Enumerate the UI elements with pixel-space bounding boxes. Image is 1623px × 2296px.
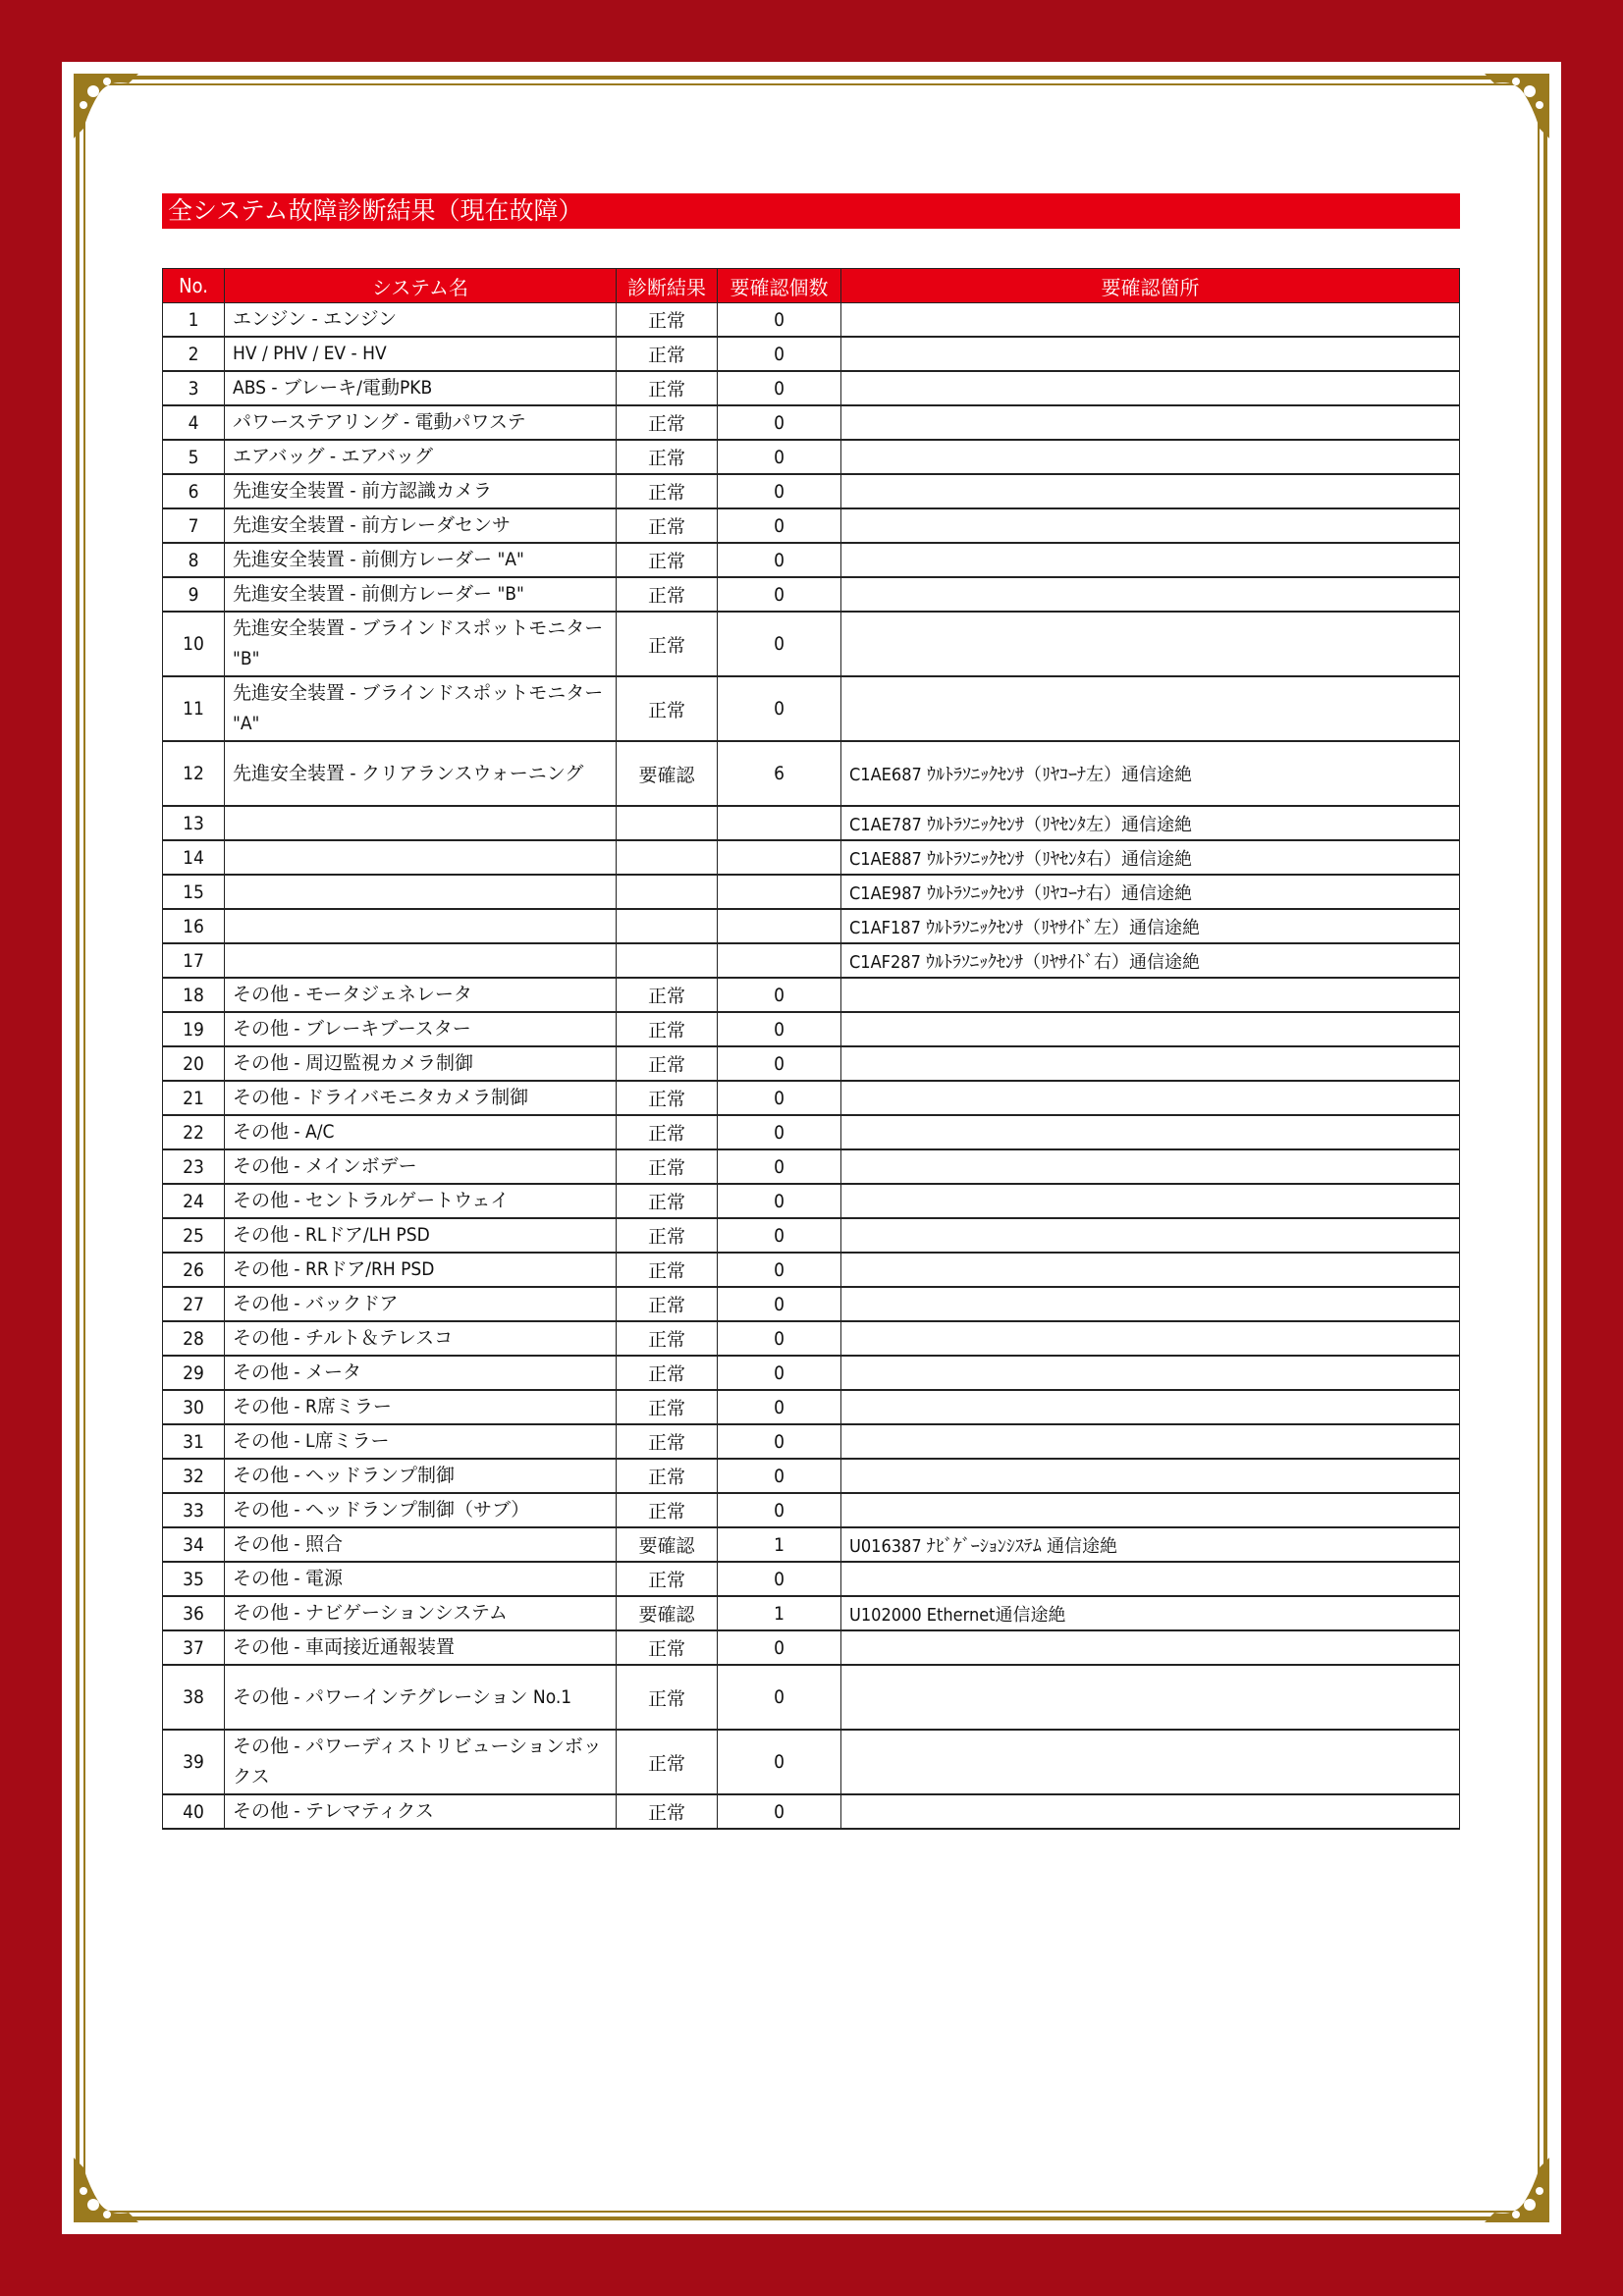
diagnosis-result (617, 875, 718, 909)
check-count: 0 (718, 440, 841, 474)
check-location (841, 978, 1460, 1012)
check-location (841, 612, 1460, 676)
table-row (163, 1046, 1460, 1081)
row-number: 31 (163, 1424, 225, 1459)
table-row (163, 337, 1460, 371)
ornament-corner-icon (70, 2148, 148, 2226)
table-row (163, 1596, 1460, 1630)
system-name: その他 - ドライバモニタカメラ制御 (225, 1081, 617, 1115)
row-number: 13 (163, 806, 225, 840)
row-number: 40 (163, 1794, 225, 1829)
system-name: その他 - ナビゲーションシステム (225, 1596, 617, 1630)
header-count: 要確認個数 (718, 269, 841, 303)
system-name: 先進安全装置 - 前方レーダセンサ (225, 508, 617, 543)
check-count: 0 (718, 978, 841, 1012)
check-count: 0 (718, 1287, 841, 1321)
check-count: 0 (718, 1081, 841, 1115)
check-location (841, 1562, 1460, 1596)
table-row (163, 405, 1460, 440)
diagnosis-result: 正常 (617, 1149, 718, 1184)
system-name: その他 - 車両接近通報装置 (225, 1630, 617, 1665)
table-row (163, 1218, 1460, 1253)
page-title: 全システム故障診断結果（現在故障） (162, 193, 1460, 229)
row-number: 28 (163, 1321, 225, 1356)
row-number: 26 (163, 1253, 225, 1287)
check-location (841, 1184, 1460, 1218)
table-row (163, 978, 1460, 1012)
table-body (163, 303, 1460, 1830)
check-count: 0 (718, 676, 841, 741)
check-location: C1AE987 ｳﾙﾄﾗｿﾆｯｸｾﾝｻ（ﾘﾔｺｰﾅ右）通信途絶 (841, 875, 1460, 909)
check-location (841, 1287, 1460, 1321)
diagnosis-result: 正常 (617, 543, 718, 577)
check-location (841, 303, 1460, 338)
system-name: その他 - 電源 (225, 1562, 617, 1596)
check-count: 0 (718, 1794, 841, 1829)
check-location (841, 1046, 1460, 1081)
diagnosis-result: 正常 (617, 676, 718, 741)
table-row (163, 1184, 1460, 1218)
table-row (163, 1665, 1460, 1730)
diagnosis-result: 正常 (617, 1459, 718, 1493)
table-row (163, 1630, 1460, 1665)
row-number: 5 (163, 440, 225, 474)
row-number: 36 (163, 1596, 225, 1630)
diagnosis-result: 正常 (617, 612, 718, 676)
check-count: 0 (718, 612, 841, 676)
system-name (225, 943, 617, 978)
check-location (841, 337, 1460, 371)
ornament-corner-icon (1475, 2148, 1553, 2226)
system-name: 先進安全装置 - 前側方レーダー "B" (225, 577, 617, 612)
check-location (841, 508, 1460, 543)
system-name: その他 - RLドア/LH PSD (225, 1218, 617, 1253)
diagnosis-result (617, 943, 718, 978)
check-location: U102000 Ethernet通信途絶 (841, 1596, 1460, 1630)
diagnosis-result: 要確認 (617, 1527, 718, 1562)
check-count: 1 (718, 1527, 841, 1562)
system-name: その他 - 周辺監視カメラ制御 (225, 1046, 617, 1081)
check-location: C1AE887 ｳﾙﾄﾗｿﾆｯｸｾﾝｻ（ﾘﾔｾﾝﾀ右）通信途絶 (841, 840, 1460, 875)
check-count: 0 (718, 1115, 841, 1149)
diagnosis-result: 正常 (617, 440, 718, 474)
table-row (163, 474, 1460, 508)
table-row (163, 943, 1460, 978)
check-count (718, 806, 841, 840)
row-number: 1 (163, 303, 225, 338)
diagnosis-result (617, 909, 718, 943)
table-header-row (163, 269, 1460, 303)
table-row (163, 676, 1460, 741)
table-row (163, 1081, 1460, 1115)
check-count: 0 (718, 405, 841, 440)
table-row (163, 303, 1460, 338)
check-count: 0 (718, 543, 841, 577)
diagnosis-result: 正常 (617, 1630, 718, 1665)
diagnosis-result: 正常 (617, 1115, 718, 1149)
diagnosis-result (617, 806, 718, 840)
header-location: 要確認箇所 (841, 269, 1460, 303)
system-name: エアバッグ - エアバッグ (225, 440, 617, 474)
ornament-corner-icon (1475, 70, 1553, 148)
system-name: その他 - パワーディストリビューションボックス (225, 1730, 617, 1794)
diagnosis-table (162, 268, 1460, 1830)
table-row (163, 875, 1460, 909)
check-count: 0 (718, 1730, 841, 1794)
row-number: 6 (163, 474, 225, 508)
system-name: その他 - パワーインテグレーション No.1 (225, 1665, 617, 1730)
table-row (163, 1253, 1460, 1287)
table-row (163, 909, 1460, 943)
table-row (163, 806, 1460, 840)
table-row (163, 371, 1460, 405)
check-count (718, 943, 841, 978)
diagnosis-result: 正常 (617, 1424, 718, 1459)
check-location (841, 1794, 1460, 1829)
system-name: 先進安全装置 - ブラインドスポットモニター "A" (225, 676, 617, 741)
table-row (163, 1321, 1460, 1356)
check-count (718, 875, 841, 909)
row-number: 34 (163, 1527, 225, 1562)
diagnosis-result: 正常 (617, 474, 718, 508)
table-row (163, 1115, 1460, 1149)
check-location (841, 1356, 1460, 1390)
system-name: その他 - セントラルゲートウェイ (225, 1184, 617, 1218)
check-location (841, 1012, 1460, 1046)
check-count: 0 (718, 1562, 841, 1596)
row-number: 18 (163, 978, 225, 1012)
check-count: 0 (718, 337, 841, 371)
table-row (163, 1493, 1460, 1527)
diagnosis-result: 正常 (617, 1081, 718, 1115)
table-row (163, 1149, 1460, 1184)
check-location (841, 1665, 1460, 1730)
row-number: 39 (163, 1730, 225, 1794)
check-location (841, 543, 1460, 577)
row-number: 22 (163, 1115, 225, 1149)
check-location (841, 1630, 1460, 1665)
row-number: 8 (163, 543, 225, 577)
table-row (163, 1562, 1460, 1596)
row-number: 25 (163, 1218, 225, 1253)
table-row (163, 1527, 1460, 1562)
diagnosis-result: 正常 (617, 1012, 718, 1046)
table-row (163, 1730, 1460, 1794)
diagnosis-result: 正常 (617, 1493, 718, 1527)
check-location: C1AF187 ｳﾙﾄﾗｿﾆｯｸｾﾝｻ（ﾘﾔｻｲﾄﾞ左）通信途絶 (841, 909, 1460, 943)
diagnosis-result: 正常 (617, 577, 718, 612)
table-row (163, 543, 1460, 577)
check-count: 0 (718, 1630, 841, 1665)
system-name: その他 - チルト＆テレスコ (225, 1321, 617, 1356)
system-name: 先進安全装置 - 前側方レーダー "A" (225, 543, 617, 577)
check-location: C1AF287 ｳﾙﾄﾗｿﾆｯｸｾﾝｻ（ﾘﾔｻｲﾄﾞ右）通信途絶 (841, 943, 1460, 978)
check-location (841, 1493, 1460, 1527)
row-number: 35 (163, 1562, 225, 1596)
system-name: その他 - ブレーキブースター (225, 1012, 617, 1046)
row-number: 27 (163, 1287, 225, 1321)
system-name: 先進安全装置 - クリアランスウォーニング (225, 741, 617, 806)
diagnosis-result: 正常 (617, 978, 718, 1012)
check-location (841, 1149, 1460, 1184)
check-count: 0 (718, 1321, 841, 1356)
diagnosis-result: 正常 (617, 1794, 718, 1829)
diagnosis-result: 要確認 (617, 1596, 718, 1630)
table-row (163, 1459, 1460, 1493)
check-count: 0 (718, 1184, 841, 1218)
check-count: 0 (718, 1459, 841, 1493)
row-number: 19 (163, 1012, 225, 1046)
row-number: 2 (163, 337, 225, 371)
header-system-name: システム名 (225, 269, 617, 303)
check-location (841, 1115, 1460, 1149)
row-number: 37 (163, 1630, 225, 1665)
check-count: 0 (718, 1424, 841, 1459)
check-location (841, 1218, 1460, 1253)
check-location: C1AE687 ｳﾙﾄﾗｿﾆｯｸｾﾝｻ（ﾘﾔｺｰﾅ左）通信途絶 (841, 741, 1460, 806)
check-count: 0 (718, 1012, 841, 1046)
system-name: エンジン - エンジン (225, 303, 617, 338)
check-count (718, 840, 841, 875)
diagnosis-result: 正常 (617, 1184, 718, 1218)
check-count: 1 (718, 1596, 841, 1630)
system-name: その他 - R席ミラー (225, 1390, 617, 1424)
diagnosis-result: 正常 (617, 1218, 718, 1253)
system-name: パワーステアリング - 電動パワステ (225, 405, 617, 440)
diagnosis-result: 正常 (617, 1562, 718, 1596)
row-number: 21 (163, 1081, 225, 1115)
diagnosis-result: 正常 (617, 1321, 718, 1356)
row-number: 15 (163, 875, 225, 909)
check-location (841, 1253, 1460, 1287)
row-number: 38 (163, 1665, 225, 1730)
check-location (841, 1321, 1460, 1356)
row-number: 10 (163, 612, 225, 676)
check-count: 0 (718, 1218, 841, 1253)
row-number: 24 (163, 1184, 225, 1218)
diagnosis-result: 正常 (617, 371, 718, 405)
row-number: 32 (163, 1459, 225, 1493)
diagnosis-result: 正常 (617, 303, 718, 338)
table-row (163, 508, 1460, 543)
check-location (841, 1424, 1460, 1459)
row-number: 9 (163, 577, 225, 612)
check-count: 6 (718, 741, 841, 806)
diagnosis-result: 正常 (617, 1665, 718, 1730)
check-count: 0 (718, 508, 841, 543)
check-location: C1AE787 ｳﾙﾄﾗｿﾆｯｸｾﾝｻ（ﾘﾔｾﾝﾀ左）通信途絶 (841, 806, 1460, 840)
check-count: 0 (718, 1493, 841, 1527)
system-name: その他 - メータ (225, 1356, 617, 1390)
diagnosis-result: 正常 (617, 1046, 718, 1081)
check-location (841, 405, 1460, 440)
table-row (163, 612, 1460, 676)
row-number: 3 (163, 371, 225, 405)
system-name: その他 - 照合 (225, 1527, 617, 1562)
diagnosis-result: 正常 (617, 337, 718, 371)
check-location (841, 676, 1460, 741)
system-name: その他 - モータジェネレータ (225, 978, 617, 1012)
system-name: その他 - ヘッドランプ制御（サブ） (225, 1493, 617, 1527)
row-number: 20 (163, 1046, 225, 1081)
diagnosis-result: 正常 (617, 1730, 718, 1794)
check-location (841, 1459, 1460, 1493)
check-count: 0 (718, 371, 841, 405)
row-number: 30 (163, 1390, 225, 1424)
row-number: 17 (163, 943, 225, 978)
check-count: 0 (718, 1356, 841, 1390)
check-location (841, 371, 1460, 405)
system-name (225, 806, 617, 840)
system-name (225, 909, 617, 943)
system-name: その他 - L席ミラー (225, 1424, 617, 1459)
check-location (841, 1730, 1460, 1794)
table-row (163, 741, 1460, 806)
row-number: 11 (163, 676, 225, 741)
row-number: 14 (163, 840, 225, 875)
table-row (163, 440, 1460, 474)
header-no: No. (163, 269, 225, 303)
system-name: 先進安全装置 - ブラインドスポットモニター "B" (225, 612, 617, 676)
table-row (163, 1356, 1460, 1390)
diagnosis-result: 正常 (617, 1356, 718, 1390)
row-number: 12 (163, 741, 225, 806)
system-name: その他 - バックドア (225, 1287, 617, 1321)
table-row (163, 1287, 1460, 1321)
check-count: 0 (718, 1390, 841, 1424)
table-row (163, 1012, 1460, 1046)
system-name: 先進安全装置 - 前方認識カメラ (225, 474, 617, 508)
system-name: HV / PHV / EV - HV (225, 337, 617, 371)
header-result: 診断結果 (617, 269, 718, 303)
system-name: その他 - ヘッドランプ制御 (225, 1459, 617, 1493)
row-number: 4 (163, 405, 225, 440)
check-location (841, 440, 1460, 474)
system-name (225, 840, 617, 875)
diagnosis-result (617, 840, 718, 875)
check-count: 0 (718, 303, 841, 338)
system-name: その他 - メインボデー (225, 1149, 617, 1184)
check-count: 0 (718, 1253, 841, 1287)
check-location (841, 577, 1460, 612)
table-row (163, 1794, 1460, 1829)
row-number: 29 (163, 1356, 225, 1390)
system-name: その他 - RRドア/RH PSD (225, 1253, 617, 1287)
check-count: 0 (718, 1665, 841, 1730)
check-count: 0 (718, 1046, 841, 1081)
check-count (718, 909, 841, 943)
row-number: 33 (163, 1493, 225, 1527)
check-location (841, 1390, 1460, 1424)
check-location: U016387 ﾅﾋﾞｹﾞｰｼｮﾝｼｽﾃﾑ 通信途絶 (841, 1527, 1460, 1562)
row-number: 23 (163, 1149, 225, 1184)
diagnosis-result: 正常 (617, 1253, 718, 1287)
system-name (225, 875, 617, 909)
diagnosis-result: 要確認 (617, 741, 718, 806)
row-number: 7 (163, 508, 225, 543)
diagnosis-result: 正常 (617, 405, 718, 440)
check-count: 0 (718, 474, 841, 508)
diagnosis-result: 正常 (617, 1287, 718, 1321)
system-name: ABS - ブレーキ/電動PKB (225, 371, 617, 405)
row-number: 16 (163, 909, 225, 943)
ornament-corner-icon (70, 70, 148, 148)
diagnosis-result: 正常 (617, 508, 718, 543)
table-row (163, 577, 1460, 612)
table-row (163, 1424, 1460, 1459)
diagnosis-result: 正常 (617, 1390, 718, 1424)
check-location (841, 1081, 1460, 1115)
table-row (163, 840, 1460, 875)
table-row (163, 1390, 1460, 1424)
check-location (841, 474, 1460, 508)
check-count: 0 (718, 577, 841, 612)
system-name: その他 - A/C (225, 1115, 617, 1149)
check-count: 0 (718, 1149, 841, 1184)
system-name: その他 - テレマティクス (225, 1794, 617, 1829)
